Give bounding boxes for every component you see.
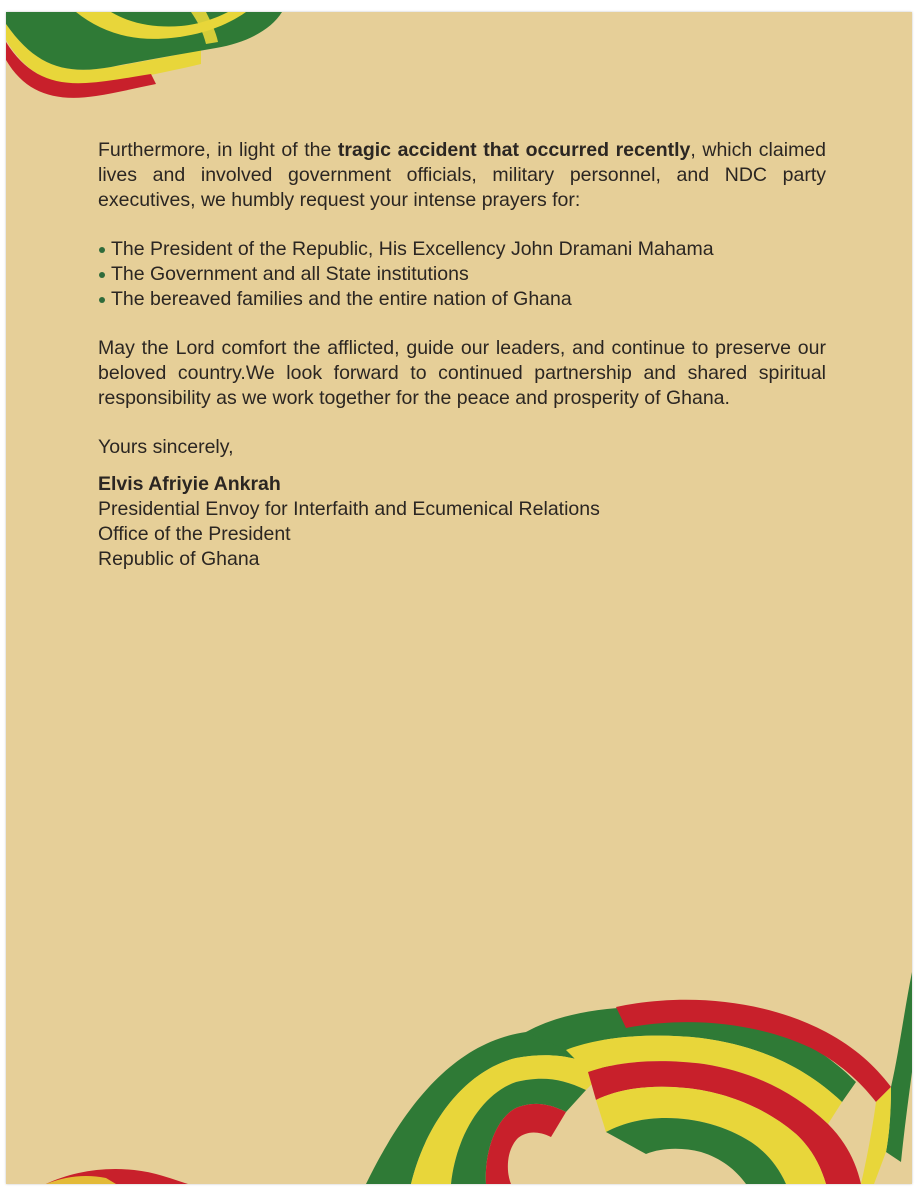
signatory-name: Elvis Afriyie Ankrah bbox=[98, 473, 281, 495]
signatory-country: Republic of Ghana bbox=[98, 548, 260, 570]
letter-page bbox=[6, 12, 912, 1184]
list-item bbox=[98, 287, 826, 312]
list-item bbox=[98, 262, 826, 287]
prayer-list bbox=[98, 237, 826, 312]
bullet-icon bbox=[99, 272, 105, 278]
paragraph-blessing: May the Lord comfort the afflicted, guide our leaders, and continue to preserve our beloved country.We look forward to continued partnership and shared spiritual responsibility as we work together for the peace and prosperity of Ghana. bbox=[98, 337, 826, 409]
paragraph-text-before: Furthermore, in light of the bbox=[98, 139, 338, 161]
list-item-text: The bereaved families and the entire nation of Ghana bbox=[111, 288, 572, 310]
signatory-office: Office of the President bbox=[98, 523, 291, 545]
signature-block bbox=[98, 472, 826, 572]
bullet-icon bbox=[99, 247, 105, 253]
list-item-text: The President of the Republic, His Excellency John Dramani Mahama bbox=[111, 238, 714, 260]
ribbon-decoration-bottom bbox=[6, 952, 912, 1184]
bullet-icon bbox=[99, 297, 105, 303]
closing-salutation: Yours sincerely, bbox=[98, 436, 234, 458]
ribbon-decoration-top bbox=[6, 12, 296, 102]
paragraph-bold-phrase: tragic accident that occurred recently bbox=[337, 139, 691, 161]
paragraph-text-after: , which claimed lives and involved government officials, military personnel, and NDC party executives, we humbly request your intense prayers for: bbox=[98, 139, 827, 211]
paragraph-prayer-request bbox=[98, 138, 826, 213]
signatory-title: Presidential Envoy for Interfaith and Ecumenical Relations bbox=[98, 498, 600, 520]
list-item-text: The Government and all State institutions bbox=[111, 263, 469, 285]
list-item bbox=[98, 237, 826, 262]
letter-body bbox=[98, 138, 826, 572]
